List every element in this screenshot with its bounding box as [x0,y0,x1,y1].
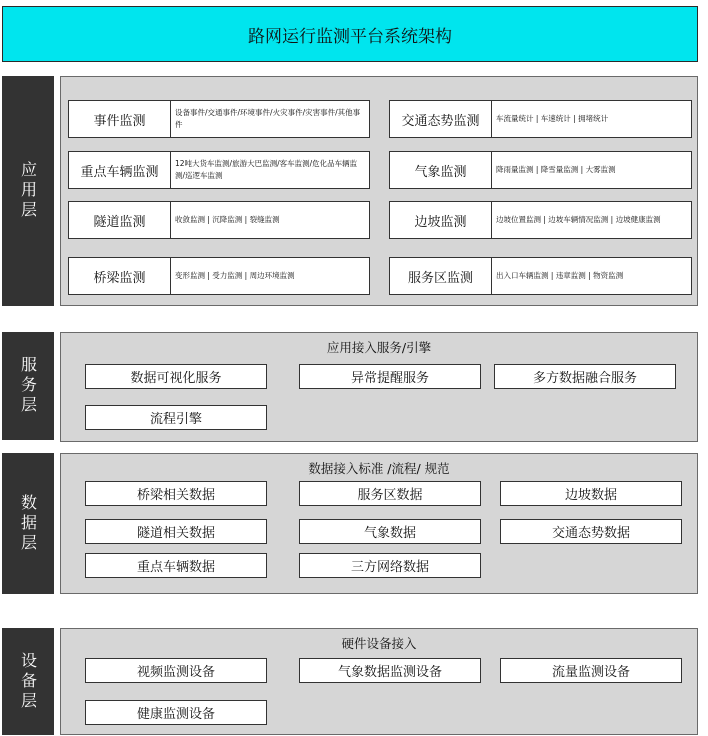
data-item: 交通态势数据 [500,519,682,544]
device-item: 视频监测设备 [85,658,267,683]
application-layer-label [2,76,54,306]
module-name: 交通态势监测 [390,101,492,137]
device-item: 气象数据监测设备 [299,658,481,683]
module-key-vehicle [68,151,370,189]
module-name: 隧道监测 [69,202,171,238]
service-item: 流程引擎 [85,405,267,430]
module-detail: 设备事件/交通事件/环境事件/火灾事件/灾害事件/其他事件 [175,108,361,129]
module-bridge [68,257,370,295]
module-name: 服务区监测 [390,258,492,294]
service-item: 多方数据融合服务 [494,364,676,389]
service-panel-title: 应用接入服务/引擎 [326,340,432,355]
module-name: 重点车辆监测 [69,152,171,188]
device-panel-title: 硬件设备接入 [341,636,417,651]
module-detail: 降雨量监测 | 降雪量监测 | 大雾监测 [496,165,616,174]
data-layer-label [2,453,54,594]
module-detail: 出入口车辆监测 | 违章监测 | 物资监测 [496,271,624,280]
module-slope [389,201,692,239]
module-detail: 变形监测 | 受力监测 | 周边环境监测 [175,271,295,280]
data-item: 气象数据 [299,519,481,544]
module-detail: 12吨大货车监测/旅游大巴监测/客车监测/危化品车辆监测/巡逻车监测 [175,159,358,180]
service-item: 异常提醒服务 [299,364,481,389]
data-panel-title: 数据接入标准 /流程/ 规范 [308,461,450,476]
data-item: 三方网络数据 [299,553,481,578]
data-item: 重点车辆数据 [85,553,267,578]
module-event-monitoring [68,100,370,138]
data-item: 隧道相关数据 [85,519,267,544]
module-tunnel [68,201,370,239]
device-item: 流量监测设备 [500,658,682,683]
module-detail: 边坡位置监测 | 边坡车辆情况监测 | 边坡健康监测 [496,215,661,224]
application-layer-panel [60,76,698,306]
data-item: 服务区数据 [299,481,481,506]
service-layer-panel [60,332,698,442]
device-layer-text: 设备层 [18,651,38,712]
module-traffic-situation [389,100,692,138]
device-item: 健康监测设备 [85,700,267,725]
module-service-area [389,257,692,295]
module-detail: 收敛监测 | 沉降监测 | 裂缝监测 [175,215,280,224]
service-layer-text: 服务层 [18,356,38,416]
module-name: 事件监测 [69,101,171,137]
device-layer-label [2,628,54,735]
application-layer-text: 应用层 [18,161,38,221]
service-item: 数据可视化服务 [85,364,267,389]
data-item: 桥梁相关数据 [85,481,267,506]
module-weather [389,151,692,189]
data-layer-text: 数据层 [18,493,38,554]
module-name: 桥梁监测 [69,258,171,294]
module-detail: 车流量统计 | 车速统计 | 拥堵统计 [496,114,609,123]
data-item: 边坡数据 [500,481,682,506]
service-layer-label [2,332,54,440]
module-name: 边坡监测 [390,202,492,238]
data-layer-panel [60,453,698,594]
diagram-title: 路网运行监测平台系统架构 [2,6,698,62]
device-layer-panel [60,628,698,735]
module-name: 气象监测 [390,152,492,188]
